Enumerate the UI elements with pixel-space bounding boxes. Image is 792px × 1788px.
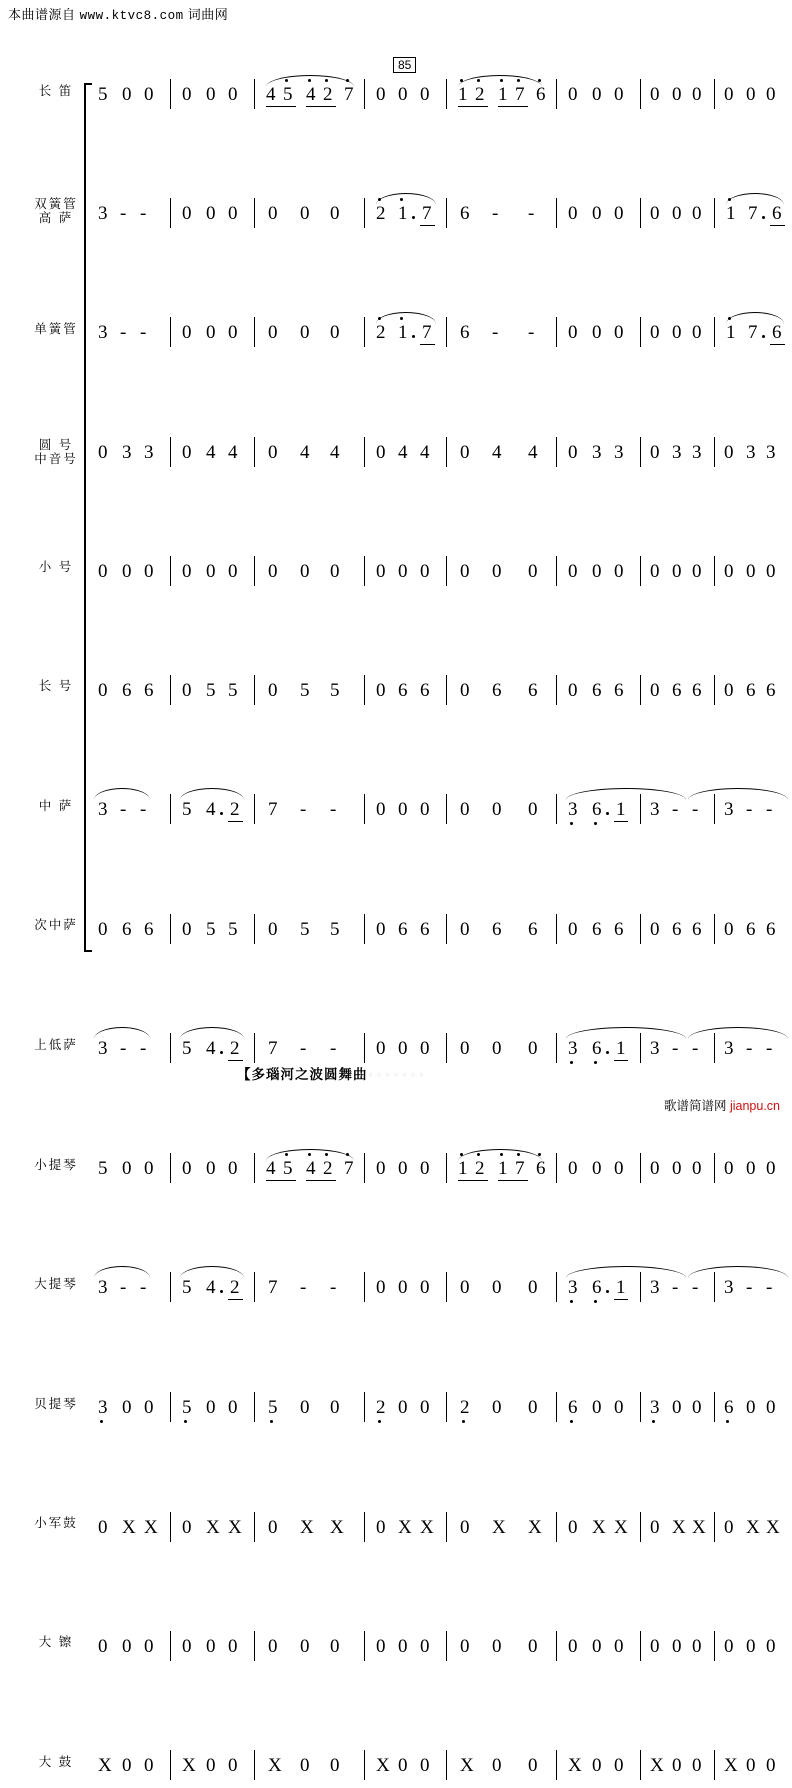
staff-label-xiaojungu: 小军鼓 <box>34 1516 78 1530</box>
staff-notes-yuanhao: 0 3 3 0 4 4 0 4 4 0 4 4 0 4 4 0 3 3 0 3 3 0 3 3 <box>92 431 718 475</box>
staff-notes-xiaohao: 0 0 0 0 0 0 0 0 0 0 0 0 0 0 0 0 0 0 0 0 0 0 0 0 <box>92 550 718 594</box>
staff-label-shangdisa: 上低萨 <box>34 1038 78 1052</box>
staff-notes-changdi: 5 0 0 0 0 0 4 5 4 2 7 0 0 0 1 2 1 7 6 0 0 0 0 0 0 0 0 0 <box>92 73 718 117</box>
staff-row-danhuangguan <box>0 175 792 343</box>
source-label: 本曲谱源自 <box>8 7 76 22</box>
staff-notes-cizhongsa: 0 6 6 0 5 5 0 5 5 0 6 6 0 6 6 0 6 6 0 6 6 0 6 6 <box>92 908 718 952</box>
staff-notes-beitiqin: 3 0 0 5 0 0 5 0 0 2 0 0 2 0 0 6 0 0 3 0 0 6 0 0 <box>92 1386 718 1430</box>
staff-label-xiaotiqin: 小提琴 <box>34 1158 78 1172</box>
staff-notes-datiqin: 3 - - 5 4 2 7 - - 0 0 0 0 0 0 3 6 1 3 - - 3 - - <box>92 1266 718 1310</box>
staff-label-datiqin: 大提琴 <box>34 1277 78 1291</box>
footer-site-name: 歌谱简谱网 <box>663 1099 727 1113</box>
staff-label-yuanhao: 圆 号 中音号 <box>34 438 78 466</box>
source-site: 词曲网 <box>187 7 229 22</box>
staff-notes-shangdisa: 3 - - 5 4 2 7 - - 0 0 0 0 0 0 3 6 1 3 - - 3 - - <box>92 1027 718 1071</box>
staff-label-xiaohao: 小 号 <box>38 560 74 574</box>
staff-label-danhuangguan: 单簧管 <box>34 322 78 336</box>
staff-label-beitiqin: 贝提琴 <box>34 1397 78 1411</box>
staff-notes-shuanghuangguan: 3 - - 0 0 0 0 0 0 2 1 7 6 - - 0 0 0 0 0 0 1 7 6 <box>92 192 718 236</box>
source-note <box>8 4 228 23</box>
staff-label-shuanghuangguan: 双簧管 高 萨 <box>34 197 78 225</box>
staff-row-changdi <box>0 55 792 115</box>
staff-label-dagu: 大 鼓 <box>38 1755 74 1769</box>
staff-label-changhao: 长 号 <box>38 679 74 693</box>
staff-label-changdi: 长 笛 <box>38 84 74 98</box>
source-url: www.ktvc8.com <box>79 9 184 23</box>
staff-label-zhongsa: 中 萨 <box>38 799 74 813</box>
footer-decoration: 。。。。。。。。 <box>360 1066 434 1078</box>
measure-number: 85 <box>393 57 416 73</box>
staff-notes-dagu: X 0 0 X 0 0 X 0 0 X 0 0 X 0 0 X 0 0 X 0 0 X 0 0 <box>92 1744 718 1788</box>
staff-notes-xiaojungu: 0 X X 0 X X 0 X X 0 X X 0 X X 0 X X 0 X X 0 X X <box>92 1506 718 1550</box>
staff-notes-zhongsa: 3 - - 5 4 2 7 - - 0 0 0 0 0 0 3 6 1 3 - - 3 - - <box>92 788 718 832</box>
staff-notes-daobo: 0 0 0 0 0 0 0 0 0 0 0 0 0 0 0 0 0 0 0 0 0 0 0 0 <box>92 1625 718 1669</box>
footer-domain: jianpu.cn <box>729 1099 780 1113</box>
staff-notes-xiaotiqin: 5 0 0 0 0 0 4 5 4 2 7 0 0 0 1 2 1 7 6 0 0 0 0 0 0 0 0 0 <box>92 1147 718 1191</box>
staff-label-cizhongsa: 次中萨 <box>34 918 78 932</box>
staff-notes-changhao: 0 6 6 0 5 5 0 5 5 0 6 6 0 6 6 0 6 6 0 6 6 0 6 6 <box>92 669 718 713</box>
staff-row-shuanghuangguan <box>0 115 792 225</box>
staff-label-daobo: 大 镲 <box>38 1635 74 1649</box>
footer-title: 【多瑙河之波圆舞曲 <box>237 1067 368 1082</box>
staff-notes-danhuangguan: 3 - - 0 0 0 0 0 0 2 1 7 6 - - 0 0 0 0 0 0 1 7 6 <box>92 311 718 355</box>
footer-site-credit <box>664 1096 780 1114</box>
